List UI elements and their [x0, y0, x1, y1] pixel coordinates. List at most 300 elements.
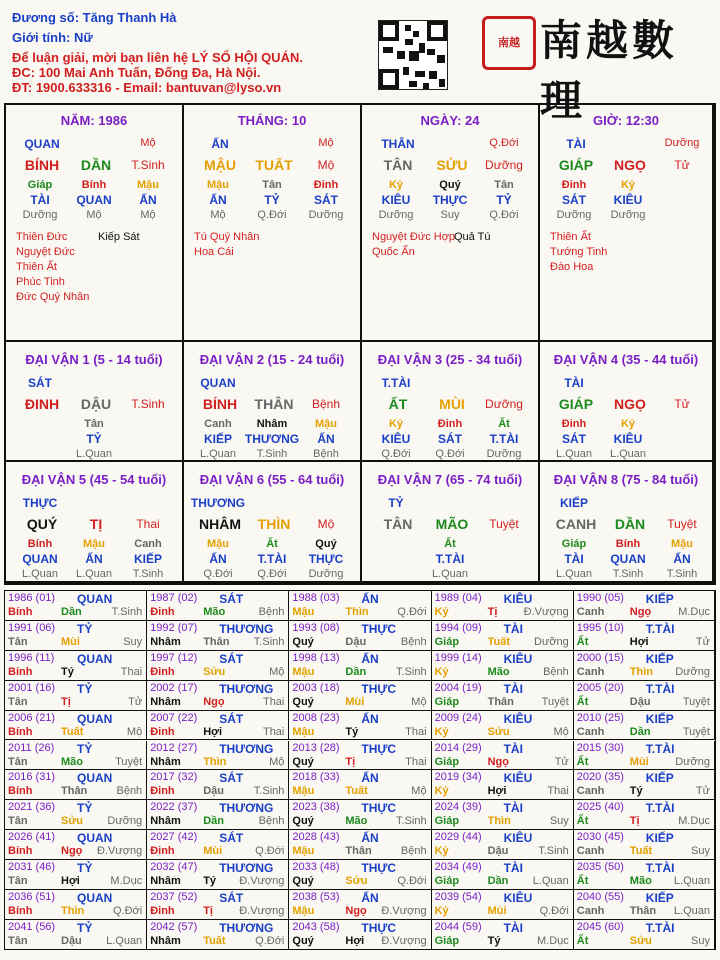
- year-ten-god: THỰC: [361, 920, 397, 935]
- dai-van-stem: ĐINH: [24, 396, 60, 412]
- year-stage: Thai: [405, 755, 427, 768]
- year-label: 2036 (51): [8, 891, 56, 903]
- brand-logo: 南越數理: [540, 16, 679, 125]
- year-stem: Bính: [8, 845, 33, 858]
- hidden-stem: Ất: [266, 538, 278, 550]
- qr-module: [419, 43, 425, 53]
- year-stem: Bính: [8, 606, 33, 618]
- hidden-ten-god: ẤN: [673, 552, 691, 566]
- year-stem: Bính: [8, 905, 33, 917]
- year-branch: Sửu: [487, 725, 510, 738]
- hidden-ten-god: T.TÀI: [257, 552, 287, 566]
- year-branch: Thân: [61, 785, 88, 798]
- year-label: 2013 (28): [292, 741, 340, 754]
- hidden-ten-god: QUAN: [76, 193, 112, 207]
- dai-van-life-stage: T.Sinh: [131, 397, 165, 411]
- dai-van-ten-god: TÀI: [564, 376, 584, 390]
- year-branch: Thìn: [629, 665, 654, 678]
- qr-code-icon[interactable]: [378, 20, 448, 90]
- year-cell: [147, 800, 289, 830]
- year-stem: Giáp: [434, 815, 460, 828]
- qr-module: [437, 55, 445, 63]
- pillar-stage: Q.Đới: [489, 137, 519, 149]
- hidden-ten-god: TỶ: [86, 432, 102, 446]
- auspicious-star: Phúc Tinh: [16, 276, 65, 288]
- hidden-stage: L.Quan: [555, 448, 593, 460]
- year-branch: Ngọ: [61, 845, 83, 858]
- year-ten-god: TÀI: [503, 621, 523, 636]
- dai-van-title: ĐẠI VẬN 7 (65 - 74 tuổi): [377, 472, 523, 487]
- hidden-ten-god: ẤN: [139, 193, 157, 207]
- year-cell: [574, 920, 715, 950]
- hidden-stage: Q.Đới: [435, 448, 465, 460]
- year-ten-god: KIÊU: [503, 891, 533, 905]
- year-branch: Tuất: [61, 725, 84, 738]
- hidden-stem: Bính: [27, 538, 53, 550]
- year-stage: Đ.Vượng: [239, 875, 285, 888]
- year-ten-god: KIÊU: [503, 771, 533, 786]
- hidden-stem: Tân: [262, 179, 282, 191]
- year-cell: [289, 770, 431, 800]
- year-label: 2001 (16): [8, 681, 56, 694]
- year-ten-god: ẤN: [361, 891, 379, 905]
- year-branch: Mão: [61, 755, 83, 768]
- year-branch: Thìn: [61, 905, 85, 917]
- year-cell: [147, 681, 289, 711]
- year-branch: Dậu: [203, 785, 224, 798]
- pillar-title: NGÀY: 24: [420, 113, 480, 128]
- dai-van-title: ĐẠI VẬN 3 (25 - 34 tuổi): [377, 352, 523, 367]
- dai-van-1: [6, 342, 184, 462]
- year-stem: Quý: [292, 934, 314, 947]
- year-ten-god: TỶ: [77, 801, 93, 816]
- qr-module: [429, 71, 437, 79]
- year-cell: [574, 890, 715, 920]
- qr-module: [405, 25, 411, 31]
- qr-module: [439, 79, 445, 87]
- year-stage: T.Sinh: [111, 606, 143, 618]
- year-stem: Quý: [292, 755, 314, 768]
- dai-van-ten-god: TỶ: [388, 496, 404, 510]
- year-ten-god: TÀI: [503, 920, 523, 935]
- auspicious-star: Đức Quý Nhân: [16, 291, 90, 303]
- hidden-stem: Đinh: [561, 179, 587, 191]
- hidden-stem: Tân: [494, 179, 514, 191]
- year-stage: Suy: [549, 815, 569, 828]
- year-stage: Dưỡng: [107, 815, 143, 828]
- year-stage: M.Dục: [678, 815, 710, 828]
- year-stem: Mậu: [292, 665, 315, 678]
- year-ten-god: QUAN: [77, 891, 113, 905]
- year-stage: Đ.Vượng: [381, 905, 427, 917]
- hidden-ten-god: TÀI: [30, 193, 50, 207]
- pillar-title: THÁNG: 10: [237, 113, 307, 128]
- year-branch: Mùi: [487, 905, 507, 917]
- hidden-stem: Mậu: [83, 538, 105, 550]
- year-label: 1998 (13): [292, 651, 340, 664]
- year-ten-god: TỶ: [77, 681, 93, 696]
- year-stage: Q.Đới: [255, 845, 285, 858]
- year-branch: Dần: [487, 875, 509, 888]
- year-stem: Tân: [8, 755, 28, 768]
- hidden-stage: Mộ: [210, 209, 226, 221]
- year-ten-god: QUAN: [77, 592, 113, 606]
- year-cell: [147, 830, 289, 860]
- year-branch: Tý: [61, 665, 74, 678]
- hidden-stem: Đinh: [437, 418, 463, 430]
- pillar-earthly-branch: NGỌ: [614, 157, 646, 173]
- year-branch: Dần: [345, 665, 367, 678]
- year-stem: Canh: [576, 725, 605, 738]
- year-cell: [289, 920, 431, 950]
- year-cell: [432, 711, 574, 741]
- hidden-stage: Dưỡng: [486, 448, 522, 460]
- year-ten-god: TỶ: [77, 861, 93, 876]
- hidden-ten-god: KIÊU: [613, 432, 643, 446]
- year-stage: T.Sinh: [253, 785, 285, 798]
- year-stage: Bệnh: [258, 606, 285, 618]
- hidden-stage: L.Quan: [609, 448, 647, 460]
- year-stem: Canh: [576, 845, 605, 858]
- year-stage: Tử: [554, 755, 569, 768]
- dai-van-title: ĐẠI VẬN 8 (75 - 84 tuổi): [553, 472, 699, 487]
- year-stage: Dưỡng: [675, 665, 710, 678]
- year-label: 2016 (31): [8, 771, 56, 784]
- year-label: 2011 (26): [8, 741, 55, 754]
- year-stage: L.Quan: [673, 905, 710, 917]
- year-stem: Bính: [8, 665, 33, 678]
- year-branch: Hợi: [203, 725, 223, 738]
- auspicious-star: Thiên Ất: [550, 231, 591, 243]
- pillar-heavenly-stem: TÂN: [383, 157, 413, 173]
- year-label: 2004 (19): [434, 681, 482, 694]
- seal-text: 南越: [498, 36, 520, 49]
- year-stem: Giáp: [434, 755, 460, 768]
- year-stage: Tử: [128, 695, 143, 708]
- year-label: 2025 (40): [576, 801, 624, 814]
- year-branch: Dần: [203, 815, 224, 828]
- year-ten-god: T.TÀI: [645, 741, 675, 756]
- dai-van-stem: GIÁP: [558, 396, 594, 412]
- hidden-stage: Q.Đới: [257, 568, 287, 580]
- year-ten-god: QUAN: [77, 831, 113, 846]
- hidden-ten-god: SÁT: [562, 432, 586, 446]
- year-cell: [5, 621, 147, 651]
- hidden-ten-god: TÀI: [564, 552, 584, 566]
- year-branch: Tị: [61, 695, 71, 708]
- year-cell: [289, 681, 431, 711]
- year-branch: Tý: [487, 934, 501, 947]
- year-label: 2040 (55): [576, 891, 624, 903]
- year-stage: Q.Đới: [255, 934, 285, 947]
- dai-van-branch: TỊ: [89, 516, 103, 532]
- year-stage: Đ.Vượng: [381, 934, 427, 947]
- year-stage: Dưỡng: [534, 635, 569, 648]
- year-cell: [432, 741, 574, 771]
- year-stage: Q.Đới: [397, 875, 427, 888]
- hidden-stage: L.Quan: [75, 568, 113, 580]
- hidden-stem: Mậu: [207, 538, 229, 550]
- hidden-stem: Mậu: [207, 179, 229, 191]
- year-ten-god: ẤN: [361, 771, 379, 786]
- pillar-earthly-branch: SỬU: [436, 157, 468, 173]
- year-stage: Thai: [262, 725, 285, 738]
- qr-module: [427, 49, 435, 55]
- year-label: 2028 (43): [292, 831, 340, 844]
- year-ten-god: SÁT: [219, 651, 244, 666]
- hidden-stage: T.Sinh: [612, 568, 644, 580]
- qr-module: [423, 83, 429, 89]
- year-stem: Bính: [8, 785, 33, 798]
- year-cell: [574, 681, 715, 711]
- auspicious-star: Đào Hoa: [550, 261, 594, 273]
- dai-van-stem: BÍNH: [202, 396, 238, 412]
- year-stage: Đ.Vượng: [239, 905, 285, 917]
- year-cell: [432, 860, 574, 890]
- year-ten-god: KIÊU: [503, 651, 533, 666]
- pillar-stage: Dưỡng: [664, 137, 700, 149]
- annual-luck-table: [4, 590, 716, 950]
- address-line: ĐC: 100 Mai Anh Tuấn, Đống Đa, Hà Nội.: [12, 65, 261, 80]
- year-stage: Bệnh: [543, 665, 569, 678]
- year-stem: Ất: [576, 695, 589, 708]
- year-label: 2033 (48): [292, 861, 340, 874]
- year-stage: Suy: [123, 635, 143, 648]
- year-cell: [432, 651, 574, 681]
- hidden-stem: Nhâm: [256, 418, 288, 430]
- year-branch: Dậu: [629, 695, 651, 708]
- year-stage: Tuyệt: [682, 725, 710, 738]
- hidden-stage: Dưỡng: [308, 568, 344, 580]
- year-stem: Kỷ: [434, 725, 449, 738]
- dai-van-branch: MÃO: [435, 516, 469, 532]
- year-stage: Q.Đới: [539, 905, 569, 917]
- year-stem: Giáp: [434, 635, 460, 648]
- dai-van-life-stage: Thai: [136, 517, 160, 531]
- year-ten-god: QUAN: [77, 651, 113, 666]
- year-stage: Mộ: [411, 785, 427, 798]
- year-cell: [574, 800, 715, 830]
- year-ten-god: SÁT: [219, 891, 244, 905]
- year-branch: Tuất: [345, 785, 368, 798]
- hidden-ten-god: ẤN: [317, 432, 335, 446]
- year-stem: Nhâm: [150, 875, 181, 888]
- dai-van-5: [6, 462, 184, 583]
- qr-module: [409, 51, 419, 61]
- year-label: 1991 (06): [8, 621, 56, 634]
- year-branch: Thìn: [345, 606, 369, 618]
- year-branch: Mão: [345, 815, 368, 828]
- year-cell: [5, 890, 147, 920]
- hidden-stage: L.Quan: [199, 448, 237, 460]
- year-label: 1986 (01): [8, 592, 56, 604]
- qr-module: [379, 21, 399, 41]
- red-seal-logo: [482, 16, 536, 70]
- dai-van-stem: ẤT: [388, 396, 408, 412]
- year-ten-god: TÀI: [503, 681, 523, 696]
- auspicious-star: Nguyệt Đức: [16, 246, 75, 258]
- dai-van-3: [362, 342, 540, 462]
- year-ten-god: TỶ: [77, 621, 93, 636]
- hidden-ten-god: SÁT: [562, 193, 586, 207]
- year-stem: Nhâm: [150, 815, 181, 828]
- year-stage: Mộ: [411, 695, 427, 708]
- year-ten-god: QUAN: [77, 771, 113, 786]
- hidden-stage: L.Quan: [431, 568, 469, 580]
- hidden-ten-god: TỶ: [496, 193, 512, 207]
- year-ten-god: KIẾP: [645, 891, 674, 905]
- year-cell: [5, 770, 147, 800]
- year-ten-god: THƯƠNG: [219, 920, 274, 935]
- year-label: 2007 (22): [150, 711, 198, 724]
- year-label: 2017 (32): [150, 771, 198, 784]
- year-cell: [147, 770, 289, 800]
- year-branch: Tị: [629, 815, 640, 828]
- year-label: 1994 (09): [434, 621, 482, 634]
- year-branch: Thìn: [203, 755, 227, 768]
- year-cell: [289, 741, 431, 771]
- year-label: 2020 (35): [576, 771, 624, 784]
- hidden-ten-god: T.TÀI: [435, 552, 465, 566]
- year-label: 2031 (46): [8, 861, 56, 874]
- year-stage: Tử: [695, 635, 710, 648]
- dai-van-7: [362, 462, 540, 583]
- year-stem: Mậu: [292, 606, 315, 618]
- year-label: 1999 (14): [434, 651, 482, 664]
- year-stem: Ất: [576, 755, 589, 768]
- qr-module: [415, 71, 425, 77]
- year-stage: Suy: [691, 934, 710, 947]
- year-branch: Mão: [203, 606, 226, 618]
- year-label: 2042 (57): [150, 920, 198, 933]
- year-branch: Dậu: [61, 934, 82, 947]
- dai-van-ten-god: KIẾP: [559, 496, 588, 510]
- hidden-ten-god: THỰC: [308, 552, 344, 566]
- pillar-title: NĂM: 1986: [60, 113, 128, 128]
- hidden-stem: Giáp: [561, 538, 587, 550]
- year-cell: [289, 800, 431, 830]
- pillar-ten-god: QUAN: [24, 137, 60, 151]
- year-stage: Q.Đới: [397, 606, 427, 618]
- year-branch: Tý: [203, 875, 217, 888]
- hidden-stage: Dưỡng: [378, 209, 414, 221]
- year-stem: Canh: [576, 606, 605, 618]
- hidden-ten-god: QUAN: [22, 552, 58, 566]
- dai-van-life-stage: Mộ: [317, 517, 335, 531]
- year-cell: [432, 830, 574, 860]
- year-ten-god: TÀI: [503, 861, 523, 876]
- year-label: 1992 (07): [150, 621, 198, 634]
- hidden-ten-god: THƯƠNG: [244, 432, 300, 446]
- year-branch: Mão: [629, 875, 652, 888]
- year-branch: Thân: [345, 845, 372, 858]
- dai-van-branch: MÙI: [439, 396, 465, 412]
- pillar-title: GIỜ: 12:30: [592, 113, 659, 128]
- year-branch: Tý: [629, 785, 643, 798]
- hidden-stage: T.Sinh: [666, 568, 698, 580]
- year-cell: [5, 800, 147, 830]
- hidden-ten-god: SÁT: [438, 432, 462, 446]
- pillar-heavenly-stem: MẬU: [204, 157, 236, 173]
- year-stem: Tân: [8, 934, 28, 947]
- qr-module: [413, 31, 419, 37]
- year-stem: Quý: [292, 875, 314, 888]
- hidden-ten-god: KIÊU: [613, 193, 643, 207]
- hidden-stem: Quý: [315, 538, 337, 550]
- dai-van-title: ĐẠI VẬN 4 (35 - 44 tuổi): [553, 352, 699, 367]
- year-stem: Giáp: [434, 875, 460, 888]
- year-cell: [574, 860, 715, 890]
- pillar-ten-god: ẤN: [211, 137, 229, 151]
- year-branch: Hợi: [629, 635, 649, 648]
- year-ten-god: THƯƠNG: [219, 861, 274, 876]
- year-stem: Mậu: [292, 785, 315, 798]
- year-ten-god: KIẾP: [645, 831, 674, 846]
- dai-van-life-stage: Dưỡng: [485, 397, 523, 411]
- year-branch: Hợi: [61, 875, 80, 888]
- year-ten-god: THƯƠNG: [219, 741, 274, 756]
- dai-van-stem: TÂN: [383, 516, 413, 532]
- year-ten-god: T.TÀI: [645, 801, 675, 816]
- hidden-stem: Kỷ: [388, 179, 404, 191]
- hidden-stage: Q.Đới: [257, 209, 287, 221]
- dai-van-life-stage: Bệnh: [311, 397, 341, 411]
- hidden-stage: L.Quan: [555, 568, 593, 580]
- year-stem: Đinh: [150, 905, 175, 917]
- pillar-ten-god: TÀI: [566, 137, 586, 151]
- pillar-life-stage: Tử: [674, 158, 690, 172]
- year-stem: Đinh: [150, 725, 175, 738]
- year-cell: [432, 591, 574, 621]
- hidden-stem: Đinh: [561, 418, 587, 430]
- year-label: 2026 (41): [8, 831, 56, 844]
- hidden-stage: T.Sinh: [256, 448, 288, 460]
- year-cell: [289, 830, 431, 860]
- year-branch: Thân: [487, 695, 514, 708]
- year-ten-god: THƯƠNG: [219, 681, 274, 696]
- hidden-stage: L.Quan: [75, 448, 113, 460]
- year-label: 2027 (42): [150, 831, 198, 844]
- year-stage: Thai: [405, 725, 427, 738]
- dai-van-life-stage: Tuyệt: [489, 517, 519, 531]
- year-stage: M.Dục: [110, 875, 143, 888]
- year-cell: [5, 591, 147, 621]
- year-branch: Hợi: [487, 785, 507, 798]
- pillar-life-stage: Mộ: [317, 158, 335, 172]
- pillar-2: [184, 105, 362, 342]
- hidden-stem: Mậu: [137, 179, 159, 191]
- dai-van-title: ĐẠI VẬN 5 (45 - 54 tuổi): [21, 472, 167, 487]
- year-branch: Mùi: [61, 635, 80, 648]
- year-branch: Tý: [345, 725, 359, 738]
- year-cell: [147, 711, 289, 741]
- hidden-ten-god: KIÊU: [381, 432, 411, 446]
- year-branch: Thân: [203, 635, 230, 648]
- dai-van-ten-god: THỰC: [22, 496, 58, 510]
- year-cell: [5, 741, 147, 771]
- year-stem: Mậu: [292, 725, 315, 738]
- year-stage: Bệnh: [400, 635, 427, 648]
- dai-van-2: [184, 342, 362, 462]
- year-label: 2022 (37): [150, 801, 198, 814]
- pillar-earthly-branch: DẦN: [80, 157, 112, 173]
- hidden-ten-god: ẤN: [85, 552, 103, 566]
- year-cell: [289, 591, 431, 621]
- year-cell: [574, 651, 715, 681]
- hidden-ten-god: T.TÀI: [489, 432, 519, 446]
- year-label: 2014 (29): [434, 741, 482, 754]
- year-label: 2039 (54): [434, 891, 482, 903]
